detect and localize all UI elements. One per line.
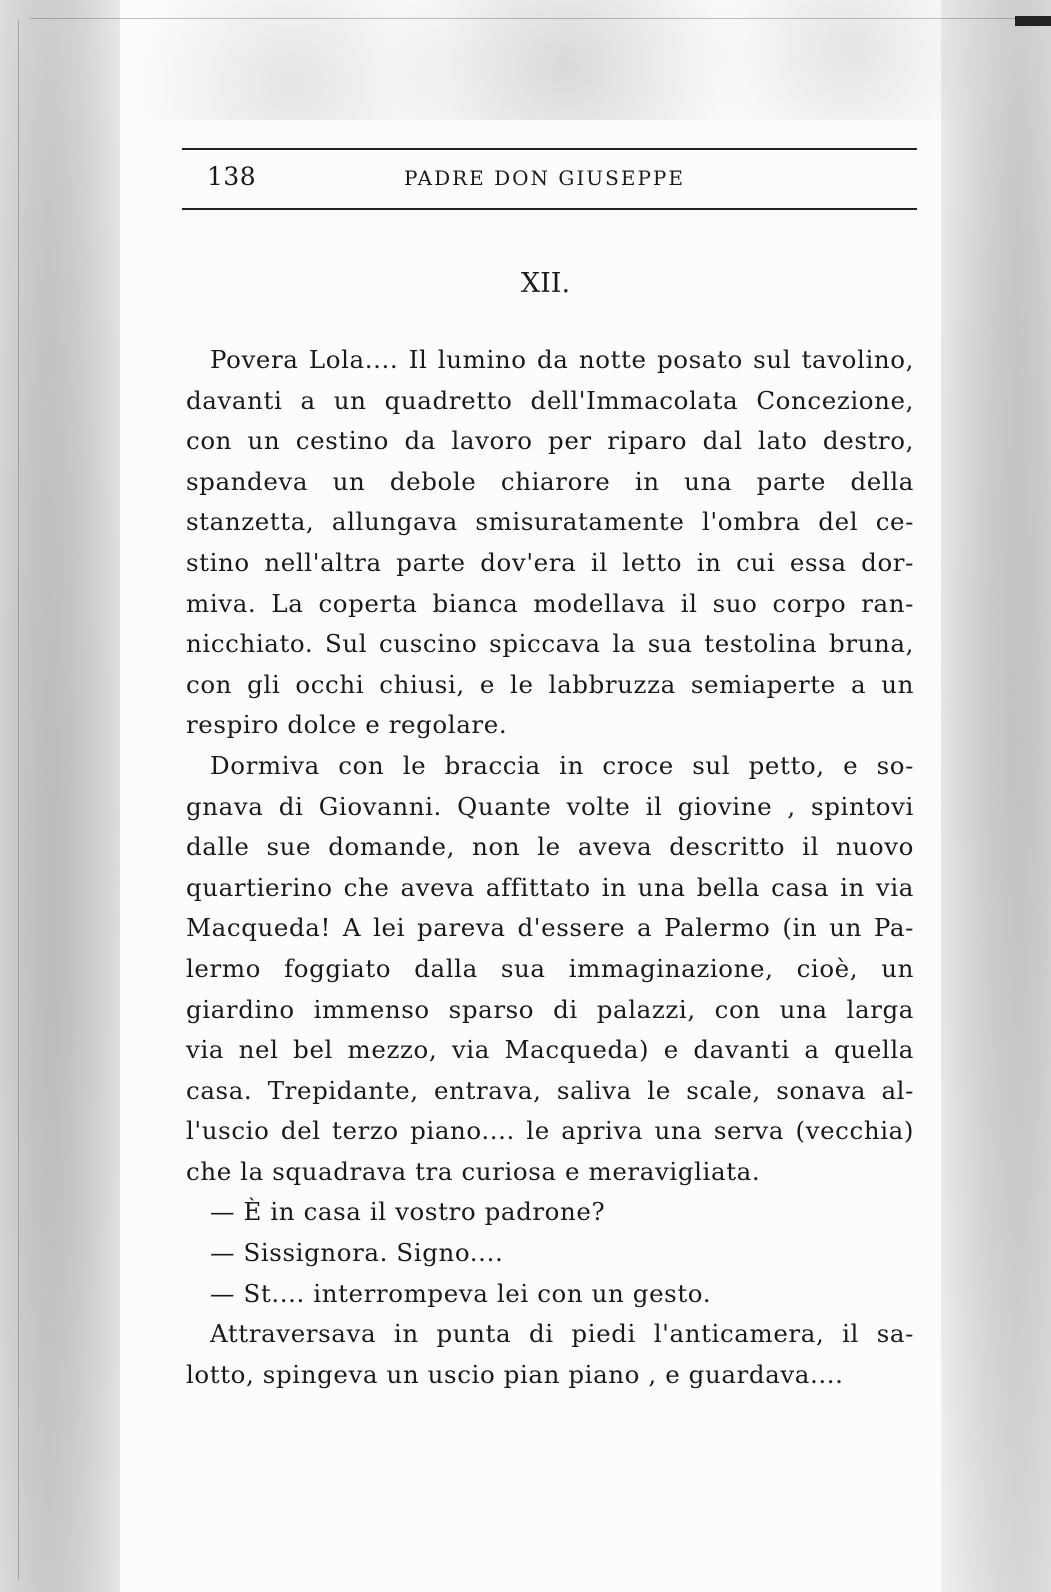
text-line: davanti a un quadretto dell'Immacolata Concezione, (186, 385, 914, 415)
text-line: stino nell'altra parte dov'era il letto in cui essa dor- (186, 547, 914, 577)
text-line: gnava di Giovanni. Quante volte il giovine , spintovi (186, 791, 914, 821)
scan-corner-mark (1015, 16, 1051, 26)
text-line: casa. Trepidante, entrava, saliva le scale, sonava al- (186, 1075, 914, 1105)
page-number: 138 (207, 162, 257, 191)
text-line: che la squadrava tra curiosa e meravigliata. (186, 1156, 761, 1186)
text-line: Attraversava in punta di piedi l'anticamera, il sa- (210, 1319, 914, 1349)
text-line: quartierino che aveva affittato in una bella casa in via (186, 872, 914, 902)
text-line: respiro dolce e regolare. (186, 710, 508, 740)
text-line: Dormiva con le braccia in croce sul petto, e so- (210, 750, 914, 780)
text-line: Macqueda! A lei pareva d'essere a Palermo (in un Pa- (186, 913, 914, 943)
dialogue-line: — È in casa il vostro padrone? (210, 1197, 606, 1227)
running-title: PADRE DON GIUSEPPE (404, 166, 685, 190)
text-line: Povera Lola.... Il lumino da notte posato sul tavolino, (210, 345, 914, 374)
text-line: lotto, spingeva un uscio pian piano , e guardava.... (186, 1359, 844, 1389)
dialogue-line: — St.... interrompeva lei con un gesto. (210, 1278, 712, 1308)
text-line: con gli occhi chiusi, e le labbruzza semiaperte a un (186, 669, 914, 699)
text-line: stanzetta, allungava smisuratamente l'ombra del ce- (186, 507, 914, 537)
dialogue-line: — Sissignora. Signo.... (210, 1238, 504, 1268)
text-line: spandeva un debole chiarore in una parte della (186, 466, 914, 496)
text-line: nicchiato. Sul cuscino spiccava la sua testolina bruna, (186, 629, 914, 659)
text-line: dalle sue domande, non le aveva descritto il nuovo (186, 832, 914, 862)
running-head (182, 148, 917, 210)
text-line: giardino immenso sparso di palazzi, con una larga (186, 994, 914, 1024)
text-line: miva. La coperta bianca modellava il suo corpo ran- (186, 588, 914, 618)
text-line: l'uscio del terzo piano.... le apriva una serva (vecchia) (186, 1116, 914, 1146)
scan-edge-right (941, 0, 1051, 1592)
text-line: lermo foggiato dalla sua immaginazione, cioè, un (186, 953, 914, 983)
body-text (186, 340, 914, 1395)
chapter-heading: XII. (520, 268, 571, 299)
text-line: via nel bel mezzo, via Macqueda) e davanti a quella (186, 1035, 914, 1065)
scan-border-left (18, 20, 19, 1580)
text-line: con un cestino da lavoro per riparo dal lato destro, (186, 426, 914, 456)
scan-border-top (30, 18, 1030, 19)
